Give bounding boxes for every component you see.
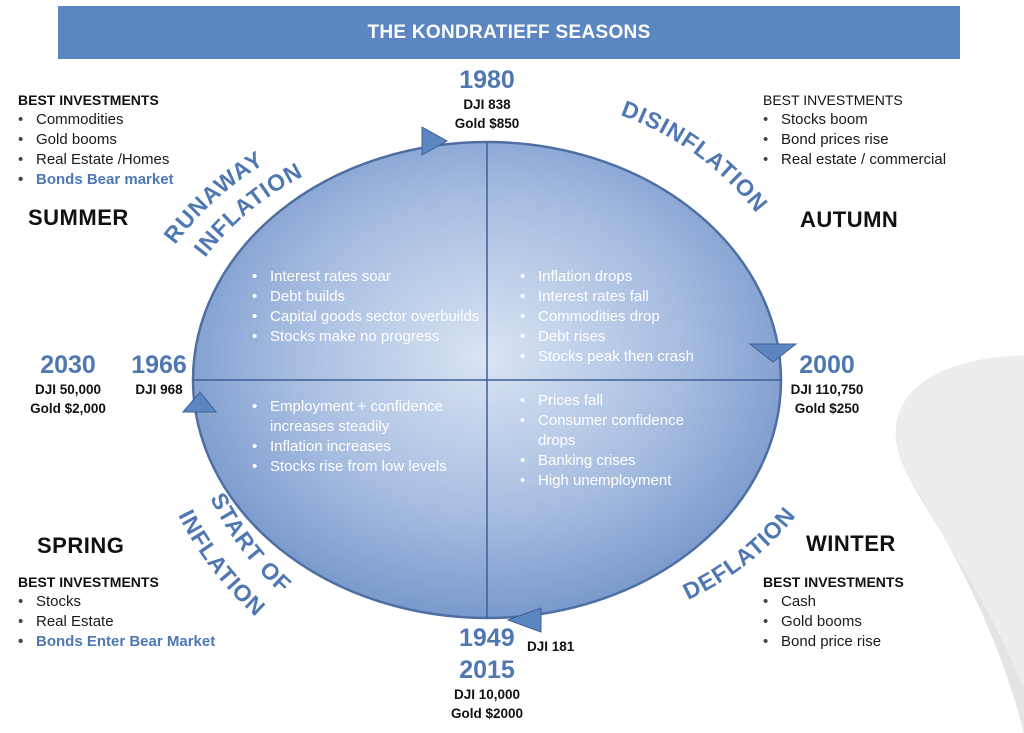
autumn-investments-list xyxy=(763,110,946,170)
phase-label-summer-2: INFLATION xyxy=(188,157,307,262)
list-item: • Stocks rise from low levels xyxy=(250,457,482,477)
phase-label-winter: DEFLATION xyxy=(678,501,801,605)
summer-investments xyxy=(18,92,174,190)
list-item: • Consumer confidence drops xyxy=(518,411,723,451)
season-summer: SUMMER xyxy=(28,205,129,230)
autumn-investments xyxy=(763,92,946,170)
list-item: • Prices fall xyxy=(518,391,723,411)
summer-investments-list xyxy=(18,110,174,190)
list-item: • Commodities drop xyxy=(518,307,748,327)
spring-investments xyxy=(18,574,215,652)
stat-line: Gold $2,000 xyxy=(30,401,106,416)
list-item: • Stocks make no progress xyxy=(250,327,482,347)
season-autumn: AUTUMN xyxy=(800,207,899,232)
list-item: • Debt rises xyxy=(518,327,748,347)
page-title: THE KONDRATIEFF SEASONS xyxy=(367,21,651,43)
list-item: • Real Estate /Homes xyxy=(18,150,174,170)
season-spring: SPRING xyxy=(37,533,125,558)
list-item: • High unemployment xyxy=(518,471,723,491)
year-label: 1980 xyxy=(459,66,515,94)
stat-dji-181: DJI 181 xyxy=(527,639,575,654)
stat-line: Gold $850 xyxy=(454,116,520,131)
marker-2030 xyxy=(18,351,118,418)
phase-label-spring-2: INFLATION xyxy=(173,505,271,622)
stat-line: DJI 968 xyxy=(135,382,183,397)
list-item: • Bond price rise xyxy=(763,632,904,652)
winter-investments-list xyxy=(763,592,904,652)
list-item: • Bonds Enter Bear Market xyxy=(18,632,215,652)
list-item: • Bond prices rise xyxy=(763,130,946,150)
stat-line: DJI 10,000 xyxy=(453,687,521,702)
list-item: • Banking crises xyxy=(518,451,723,471)
marker-2000 xyxy=(777,351,877,418)
year-1949: 1949 xyxy=(459,624,515,652)
list-item: • Capital goods sector overbuilds xyxy=(250,307,482,327)
year-label: 2000 xyxy=(799,351,855,379)
list-item: • Real Estate xyxy=(18,612,215,632)
marker-1980 xyxy=(437,66,537,133)
year-label: 2015 xyxy=(459,656,515,684)
list-item: • Employment + confidence increases steadily xyxy=(250,397,482,437)
season-winter: WINTER xyxy=(806,531,896,556)
summer-investments-heading: BEST INVESTMENTS xyxy=(18,92,159,108)
year-label: 2030 xyxy=(40,351,96,379)
list-item: • Stocks xyxy=(18,592,215,612)
quadrant-top-right xyxy=(518,267,748,367)
stat-line: DJI 50,000 xyxy=(34,382,102,397)
list-item: • Bonds Bear market xyxy=(18,170,174,190)
marker-2015 xyxy=(437,656,537,723)
list-item: • Gold booms xyxy=(763,612,904,632)
stat-line: Gold $2000 xyxy=(450,706,524,721)
stat-line: Gold $250 xyxy=(794,401,860,416)
marker-1966 xyxy=(124,351,194,399)
phase-label-summer-1: RUNAWAY xyxy=(158,145,268,249)
list-item: • Debt builds xyxy=(250,287,482,307)
phase-label-autumn: DISINFLATION xyxy=(618,95,774,218)
quadrant-bottom-left xyxy=(250,397,482,477)
winter-investments-heading: BEST INVESTMENTS xyxy=(763,574,904,590)
list-item: • Stocks boom xyxy=(763,110,946,130)
list-item: • Interest rates soar xyxy=(250,267,482,287)
list-item: • Inflation drops xyxy=(518,267,748,287)
list-item: • Inflation increases xyxy=(250,437,482,457)
quadrant-bottom-right xyxy=(518,391,723,491)
spring-investments-list xyxy=(18,592,215,652)
list-item: • Cash xyxy=(763,592,904,612)
stat-line: DJI 838 xyxy=(463,97,511,112)
list-item: • Interest rates fall xyxy=(518,287,748,307)
stat-line: DJI 110,750 xyxy=(790,382,864,397)
spring-investments-heading: BEST INVESTMENTS xyxy=(18,574,159,590)
list-item: • Stocks peak then crash xyxy=(518,347,748,367)
autumn-investments-heading: BEST INVESTMENTS xyxy=(763,92,903,108)
list-item: • Gold booms xyxy=(18,130,174,150)
phase-label-spring-1: START OF xyxy=(205,488,297,599)
year-label: 1966 xyxy=(131,351,187,379)
list-item: • Real estate / commercial xyxy=(763,150,946,170)
quadrant-top-left xyxy=(250,267,482,347)
winter-investments xyxy=(763,574,904,652)
list-item: • Commodities xyxy=(18,110,174,130)
